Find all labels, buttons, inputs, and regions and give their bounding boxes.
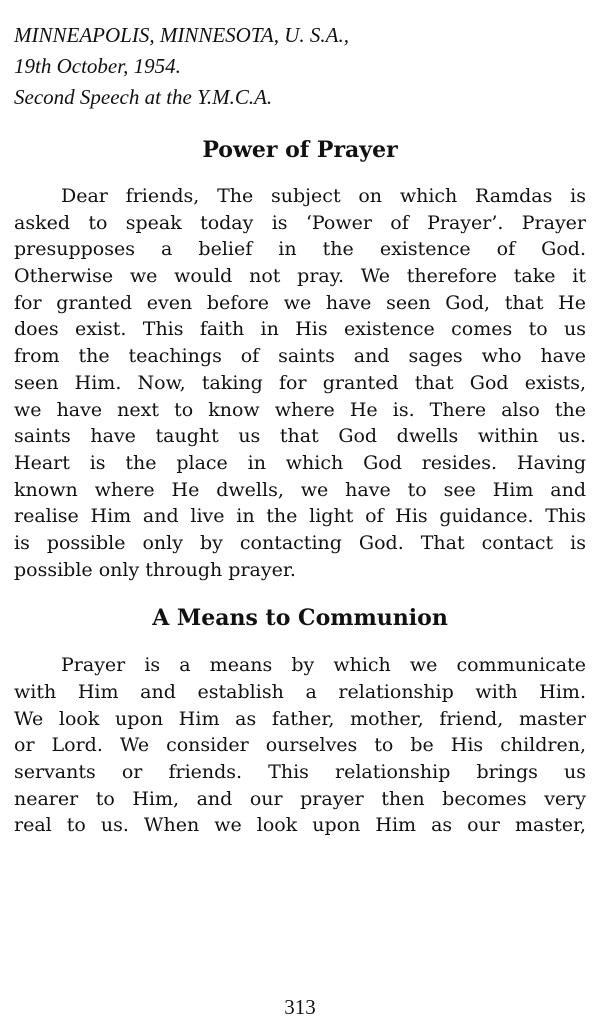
text-line: realise Him and live in the light of His guidance. This — [14, 505, 586, 528]
text-line: real to us. When we look upon Him as our master, — [14, 814, 586, 837]
page-number: 313 — [284, 995, 316, 1019]
text-line: presupposes a belief in the existence of God. — [14, 238, 586, 261]
text-line: Heart is the place in which God resides. Having — [14, 451, 586, 474]
text-line: Dear friends, The subject on which Ramdas is — [61, 185, 586, 207]
text-line: Prayer is a means by which we communicate — [61, 654, 586, 677]
book-page — [14, 20, 586, 839]
text-line: Otherwise we would not pray. We therefore take it — [14, 265, 586, 288]
text-line: known where He dwells, we have to see Him and — [14, 478, 586, 501]
text-line: We look upon Him as father, mother, friend, master — [14, 707, 586, 730]
text-line: with Him and establish a relationship with Him. — [14, 681, 586, 703]
section-heading-means-to-communion: A Means to Communion — [152, 605, 448, 632]
text-line: saints have taught us that God dwells within us. — [14, 425, 586, 448]
paragraph-power-of-prayer — [14, 183, 586, 583]
section-heading-power-of-prayer: Power of Prayer — [202, 137, 398, 163]
text-line: asked to speak today is ‘Power of Prayer’. Prayer — [14, 211, 586, 234]
text-line: is possible only by contacting God. That contact is — [14, 531, 586, 554]
text-line: possible only through prayer. — [14, 558, 296, 581]
text-line: we have next to know where He is. There also the — [14, 398, 586, 421]
text-line: nearer to Him, and our prayer then becomes very — [14, 787, 586, 810]
text-line: for granted even before we have seen God, that He — [14, 291, 586, 314]
dateline — [14, 20, 586, 113]
text-line: servants or friends. This relationship brings us — [14, 761, 586, 784]
paragraph-means-to-communion — [14, 652, 586, 839]
dateline-date: 19th October, 1954. — [14, 54, 181, 78]
text-line: from the teachings of saints and sages who have — [14, 345, 586, 368]
text-line: seen Him. Now, taking for granted that God exists, — [14, 371, 586, 394]
text-line: does exist. This faith in His existence comes to us — [14, 318, 586, 341]
text-line: or Lord. We consider ourselves to be His children, — [14, 734, 586, 757]
dateline-place: MINNEAPOLIS, MINNESOTA, U. S.A., — [14, 23, 350, 47]
dateline-occasion: Second Speech at the Y.M.C.A. — [14, 85, 273, 109]
